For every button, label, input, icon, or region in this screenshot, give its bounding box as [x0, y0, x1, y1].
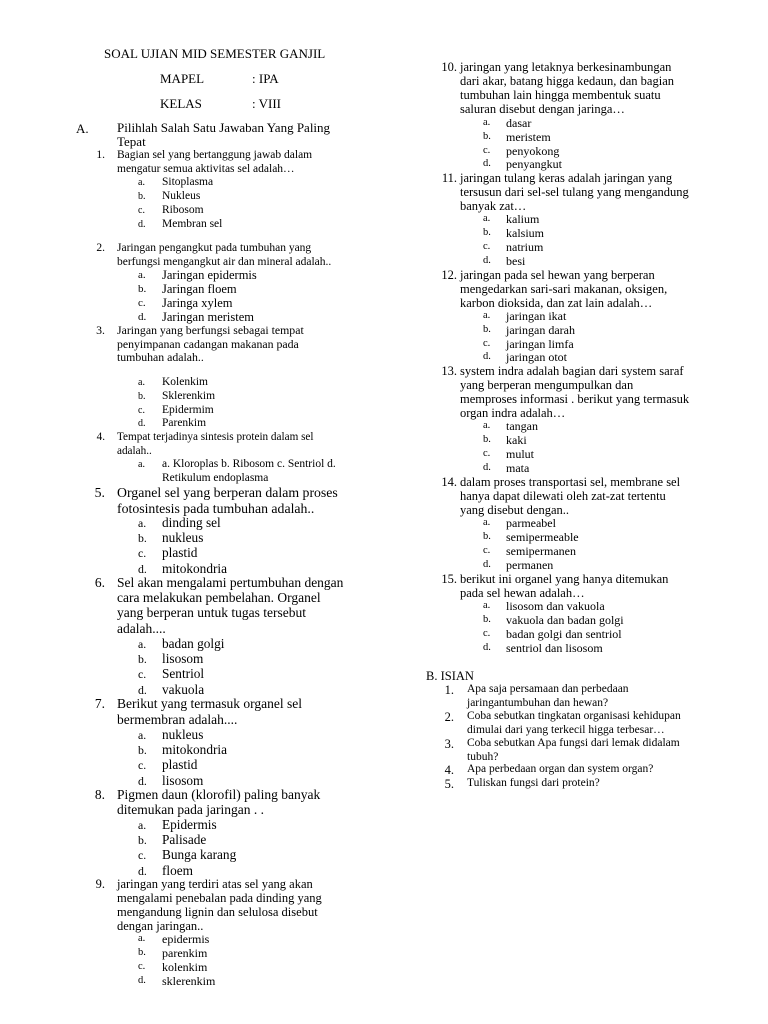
- option-text: Jaringan floem: [162, 282, 237, 296]
- question-stem-line: jaringan yang terdiri atas sel yang akan: [117, 877, 313, 891]
- option-letter: d.: [138, 418, 146, 430]
- option-text: natrium: [506, 240, 544, 254]
- option-letter: a.: [138, 818, 147, 832]
- question-stem-line: jaringan yang letaknya berkesinambungan: [460, 60, 672, 74]
- question-stem-line: bermembran adalah....: [117, 712, 238, 727]
- option-letter: d.: [138, 682, 147, 697]
- option-text: dinding sel: [162, 515, 221, 530]
- option-text: nukleus: [162, 727, 204, 742]
- question-stem-line: Sel akan mengalami pertumbuhan dengan: [117, 575, 344, 590]
- option-letter: a.: [483, 517, 491, 528]
- essay-number: 2.: [444, 710, 454, 724]
- essay-question-line: Tuliskan fungsi dari protein?: [467, 777, 600, 789]
- option-text: badan golgi: [162, 636, 225, 651]
- option-text: Retikulum endoplasma: [162, 471, 269, 484]
- question-stem-line: tumbuhan adalah..: [117, 350, 204, 364]
- option-letter: b.: [483, 323, 491, 335]
- question-stem-line: Tempat terjadinya sintesis protein dalam sel: [117, 431, 314, 443]
- option-letter: c.: [483, 337, 491, 349]
- section-a-letter: A.: [76, 121, 89, 136]
- option-text: Sentriol: [162, 666, 205, 682]
- question-stem-line: hanya dapat dilewati oleh zat-zat tertentu: [460, 489, 666, 503]
- option-text: mitokondria: [162, 560, 227, 576]
- mapel-label: MAPEL: [160, 71, 205, 86]
- option-text: kalsium: [506, 226, 544, 240]
- option-text: Sitoplasma: [162, 176, 214, 188]
- mapel-value: : IPA: [252, 71, 279, 86]
- question-number: 9.: [95, 877, 105, 891]
- question-stem-line: mengandung lignin dan selulosa disebut: [117, 905, 318, 919]
- option-letter: c.: [483, 144, 491, 156]
- question-number: 12.: [441, 268, 457, 282]
- section-a-title-line1: Pilihlah Salah Satu Jawaban Yang Paling: [117, 120, 331, 135]
- question-number: 1.: [96, 149, 105, 161]
- essay-number: 5.: [444, 777, 454, 791]
- option-letter: b.: [483, 531, 491, 542]
- question-stem-line: mengatur semua aktivitas sel adalah…: [117, 162, 295, 175]
- option-text: besi: [506, 254, 526, 268]
- option-text: kalium: [506, 212, 540, 226]
- option-letter: d.: [138, 311, 147, 323]
- essay-number: 3.: [444, 737, 454, 751]
- kelas-label: KELAS: [160, 96, 202, 111]
- question-stem-line: karbon dioksida, dan zat lain adalah…: [460, 296, 653, 310]
- essay-question-line: Coba sebutkan tingkatan organisasi kehidupan: [467, 710, 681, 722]
- option-text: penyangkut: [506, 157, 562, 172]
- essay-question-line: tubuh?: [467, 750, 499, 763]
- option-text: nukleus: [162, 530, 204, 546]
- option-letter: b.: [138, 191, 146, 202]
- option-letter: d.: [138, 219, 146, 230]
- option-letter: d.: [483, 559, 491, 570]
- option-letter: c.: [483, 241, 491, 252]
- option-letter: c.: [138, 848, 147, 863]
- option-letter: b.: [138, 947, 146, 958]
- option-text: semipermeable: [506, 530, 579, 544]
- option-text: Epidermis: [162, 817, 217, 832]
- option-letter: b.: [138, 531, 147, 546]
- option-letter: d.: [483, 351, 491, 363]
- question-number: 5.: [94, 485, 105, 500]
- option-letter: b.: [483, 130, 491, 142]
- question-stem-line: Pigmen daun (klorofil) paling banyak: [117, 787, 321, 802]
- option-letter: a.: [483, 310, 491, 321]
- option-text: parenkim: [162, 946, 208, 960]
- question-stem-line: system indra adalah bagian dari system saraf: [460, 364, 684, 378]
- option-text: parmeabel: [506, 516, 556, 530]
- exam-title: SOAL UJIAN MID SEMESTER GANJIL: [104, 46, 326, 61]
- question-stem-line: fotosintesis pada tumbuhan adalah..: [117, 501, 315, 516]
- question-stem-line: tumbuhan lain hingga membentuk suatu: [460, 88, 661, 102]
- option-letter: a.: [138, 269, 146, 281]
- option-letter: d.: [138, 863, 147, 878]
- option-text: Kolenkim: [162, 376, 208, 388]
- option-letter: c.: [138, 404, 145, 416]
- option-text: Jaringa xylem: [162, 296, 233, 310]
- option-text: jaringan limfa: [506, 336, 574, 351]
- question-stem-line: adalah....: [117, 620, 166, 636]
- option-text: Jaringan meristem: [162, 310, 254, 324]
- option-letter: b.: [138, 833, 147, 848]
- question-stem-line: Organel sel yang berperan dalam proses: [117, 485, 338, 500]
- question-stem-line: cara melakukan pembelahan. Organel: [117, 590, 321, 606]
- option-text: Ribosom: [162, 204, 204, 216]
- option-letter: a.: [483, 213, 491, 224]
- option-text: floem: [162, 862, 194, 878]
- option-letter: d.: [483, 158, 491, 170]
- option-text: sklerenkim: [162, 974, 216, 988]
- question-number: 2.: [96, 242, 105, 254]
- question-stem-line: Berikut yang termasuk organel sel: [117, 696, 302, 711]
- option-letter: a.: [138, 459, 145, 470]
- question-number: 14.: [441, 475, 457, 489]
- option-text: mitokondria: [162, 742, 227, 758]
- option-text: dasar: [506, 116, 532, 130]
- question-stem-line: mengedarkan sari-sari makanan, oksigen,: [460, 282, 668, 296]
- question-stem-line: adalah..: [117, 444, 152, 457]
- option-letter: d.: [138, 561, 147, 576]
- option-letter: d.: [483, 255, 491, 266]
- option-text: permanen: [506, 558, 554, 572]
- essay-number: 1.: [444, 683, 454, 697]
- question-stem-line: mengalami penebalan pada dinding yang: [117, 891, 322, 905]
- option-text: lisosom: [162, 772, 204, 788]
- option-text: vakuola: [162, 681, 205, 697]
- question-stem-line: ditemukan pada jaringan . .: [117, 801, 264, 817]
- option-letter: b.: [138, 390, 146, 402]
- question-number: 7.: [94, 696, 105, 711]
- option-letter: b.: [483, 614, 491, 625]
- option-text: penyokong: [506, 143, 560, 158]
- option-text: Nukleus: [162, 190, 201, 202]
- option-letter: c.: [138, 297, 146, 309]
- question-stem-line: jaringan pada sel hewan yang berperan: [460, 268, 655, 282]
- option-text: mulut: [506, 447, 535, 461]
- option-letter: d.: [138, 975, 146, 986]
- option-letter: d.: [483, 462, 491, 473]
- option-text: sentriol dan lisosom: [506, 641, 603, 655]
- essay-question-line: jaringantumbuhan dan hewan?: [467, 696, 609, 709]
- question-stem-line: yang berperan mengumpulkan dan: [460, 378, 634, 392]
- question-number: 3.: [96, 323, 105, 337]
- option-text: jaringan otot: [506, 350, 567, 365]
- option-letter: c.: [138, 961, 146, 972]
- option-letter: a.: [483, 117, 491, 128]
- essay-question-line: Apa perbedaan organ dan system organ?: [467, 763, 654, 775]
- question-stem-line: Bagian sel yang bertanggung jawab dalam: [117, 149, 313, 161]
- question-stem-line: dengan jaringan..: [117, 919, 204, 933]
- option-text: mata: [506, 461, 530, 475]
- option-letter: d.: [138, 773, 147, 788]
- question-number: 11.: [441, 171, 457, 185]
- question-number: 6.: [94, 575, 105, 590]
- question-stem-line: berikut ini organel yang hanya ditemukan: [460, 572, 669, 586]
- option-text: plastid: [162, 545, 198, 561]
- option-letter: c.: [138, 546, 147, 561]
- question-number: 15.: [441, 572, 457, 586]
- question-number: 10.: [441, 60, 457, 74]
- section-b-title: B. ISIAN: [426, 669, 474, 683]
- option-letter: a.: [138, 377, 145, 388]
- question-stem-line: saluran disebut dengan jaringa…: [460, 102, 625, 116]
- question-stem-line: banyak zat…: [460, 199, 527, 213]
- essay-question-line: Apa saja persamaan dan perbedaan: [467, 683, 629, 695]
- option-letter: a.: [138, 728, 147, 742]
- option-text: semipermanen: [506, 544, 576, 558]
- option-letter: a.: [483, 420, 491, 431]
- option-letter: c.: [138, 667, 147, 682]
- option-text: kaki: [506, 433, 527, 447]
- question-stem-line: jaringan tulang keras adalah jaringan yang: [460, 171, 673, 185]
- option-letter: c.: [483, 628, 491, 639]
- question-stem-line: Jaringan pengangkut pada tumbuhan yang: [117, 242, 312, 254]
- option-text: meristem: [506, 129, 551, 144]
- option-text: Palisade: [162, 832, 207, 848]
- option-letter: b.: [138, 743, 147, 758]
- option-letter: a.: [138, 177, 145, 188]
- question-stem-line: yang disebut dengan..: [460, 503, 570, 517]
- kelas-value: : VIII: [252, 96, 282, 111]
- option-letter: c.: [138, 758, 147, 773]
- option-letter: a.: [138, 933, 146, 944]
- option-letter: a.: [483, 600, 491, 611]
- option-text: epidermis: [162, 932, 210, 946]
- question-stem-line: yang berperan untuk tugas tersebut: [117, 605, 306, 621]
- essay-question-line: dimulai dari yang terkecil higga terbesar…: [467, 723, 665, 736]
- option-text: plastid: [162, 757, 198, 773]
- option-letter: d.: [483, 642, 491, 653]
- option-letter: b.: [483, 434, 491, 445]
- option-text: Bunga karang: [162, 847, 237, 863]
- option-text: lisosom dan vakuola: [506, 599, 605, 613]
- option-text: vakuola dan badan golgi: [506, 613, 624, 627]
- essay-number: 4.: [444, 763, 454, 777]
- option-letter: c.: [138, 205, 145, 216]
- question-number: 13.: [441, 364, 457, 378]
- option-letter: a.: [138, 637, 147, 651]
- question-stem-line: memproses informasi . berikut yang termasuk: [460, 392, 690, 406]
- question-number: 8.: [94, 787, 105, 802]
- question-stem-line: penyimpanan cadangan makanan pada: [117, 336, 299, 351]
- option-text: jaringan ikat: [506, 309, 567, 323]
- section-a-title-line2: Tepat: [117, 134, 146, 149]
- option-text: tangan: [506, 419, 538, 433]
- option-text: lisosom: [162, 651, 204, 667]
- question-stem-line: pada sel hewan adalah…: [460, 586, 585, 600]
- option-text: Epidermim: [162, 403, 214, 416]
- question-stem-line: Jaringan yang berfungsi sebagai tempat: [117, 323, 304, 337]
- option-text: kolenkim: [162, 960, 208, 974]
- question-stem-line: tersusun dari sel-sel tulang yang mengandung: [460, 185, 689, 199]
- essay-question-line: Coba sebutkan Apa fungsi dari lemak didalam: [467, 737, 680, 749]
- question-number: 4.: [96, 431, 105, 443]
- option-letter: c.: [483, 545, 491, 556]
- option-text: badan golgi dan sentriol: [506, 627, 622, 641]
- option-text: Parenkim: [162, 417, 207, 430]
- option-letter: b.: [138, 652, 147, 667]
- option-letter: b.: [138, 283, 147, 295]
- question-stem-line: dari akar, batang higga kedaun, dan bagian: [460, 74, 674, 88]
- option-letter: a.: [138, 516, 147, 530]
- option-text: Membran sel: [162, 218, 223, 230]
- question-stem-line: dalam proses transportasi sel, membrane sel: [460, 475, 681, 489]
- option-text: Sklerenkim: [162, 389, 216, 402]
- option-letter: c.: [483, 448, 491, 459]
- option-text: a. Kloroplas b. Ribosom c. Sentriol d.: [162, 458, 336, 470]
- question-stem-line: berfungsi mengangkut air dan mineral adalah..: [117, 255, 332, 268]
- option-text: jaringan darah: [506, 322, 575, 337]
- question-stem-line: organ indra adalah…: [460, 406, 566, 420]
- option-text: Jaringan epidermis: [162, 268, 257, 282]
- option-letter: b.: [483, 227, 491, 238]
